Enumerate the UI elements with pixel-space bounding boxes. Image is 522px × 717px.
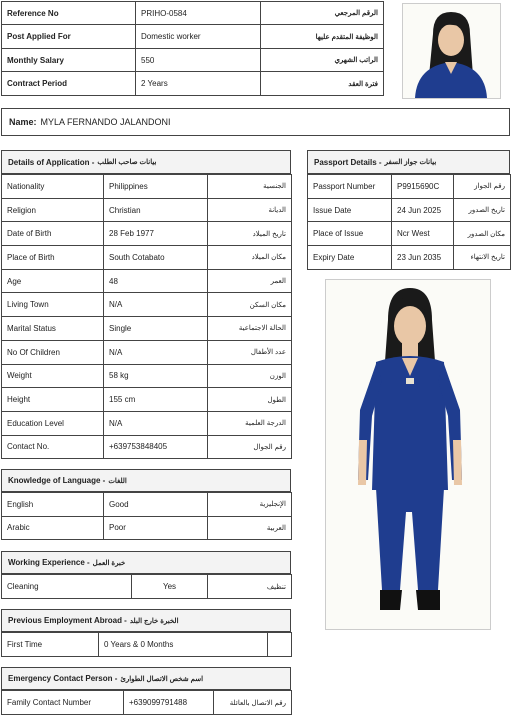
- monthly-salary-value: 550: [136, 49, 261, 72]
- row-value: 155 cm: [104, 388, 208, 412]
- application-section-title: Details of Application - بيانات صاحب الطلب: [1, 150, 291, 174]
- row-value: Good: [104, 493, 208, 517]
- row-label-ar: الديانة: [208, 198, 292, 222]
- header-table: [1, 1, 384, 96]
- emergency-label: Family Contact Number: [2, 691, 124, 715]
- row-value: Poor: [104, 516, 208, 540]
- row-value: Christian: [104, 198, 208, 222]
- row-value: N/A: [104, 340, 208, 364]
- row-label: English: [2, 493, 104, 517]
- abroad-table: [1, 632, 292, 657]
- row-value: South Cotabato: [104, 246, 208, 270]
- name-box: [1, 108, 510, 136]
- post-applied-ar: الوظيفة المتقدم عليها: [261, 25, 384, 49]
- name-label: Name:: [9, 117, 37, 127]
- row-label: Education Level: [2, 411, 104, 435]
- contract-period-value: 2 Years: [136, 72, 261, 96]
- table-row: [2, 364, 292, 388]
- abroad-value: 0 Years & 0 Months: [99, 633, 268, 657]
- row-label-ar: الدرجة العلمية: [208, 411, 292, 435]
- portrait-figure: [403, 4, 500, 98]
- emergency-section-title: Emergency Contact Person - اسم شخص الاتصال الطوارئ: [1, 667, 291, 690]
- experience-section-title: Working Experience - خبرة العمل: [1, 551, 291, 574]
- row-label: Date of Birth: [2, 222, 104, 246]
- reference-no-value: PRIHO-0584: [136, 2, 261, 25]
- abroad-empty-cell: [268, 633, 292, 657]
- passport-table: [307, 174, 511, 270]
- row-label-ar: مكان السكن: [208, 293, 292, 317]
- row-value: P9915690C: [392, 175, 454, 199]
- row-label: Expiry Date: [308, 246, 392, 270]
- table-row: [2, 246, 292, 270]
- row-value: Philippines: [104, 175, 208, 199]
- row-label-ar: تاريخ الصدور: [454, 198, 511, 222]
- table-row: [308, 246, 511, 270]
- row-value: 28 Feb 1977: [104, 222, 208, 246]
- full-body-photo: [325, 279, 491, 630]
- applicant-name: MYLA FERNANDO JALANDONI: [40, 117, 171, 127]
- row-value: Single: [104, 317, 208, 341]
- table-row: [2, 516, 292, 540]
- full-body-figure: [326, 280, 490, 629]
- row-label: Height: [2, 388, 104, 412]
- row-label-ar: العمر: [208, 269, 292, 293]
- row-label: Place of Issue: [308, 222, 392, 246]
- row-value: 23 Jun 2035: [392, 246, 454, 270]
- table-row: [2, 317, 292, 341]
- row-label-ar: مكان الميلاد: [208, 246, 292, 270]
- row-label-ar: الوزن: [208, 364, 292, 388]
- contract-period-ar: فترة العقد: [261, 72, 384, 96]
- row-label-ar: الحالة الاجتماعية: [208, 317, 292, 341]
- table-row: [2, 175, 292, 199]
- application-table: [1, 174, 292, 459]
- emergency-value: +639099791488: [124, 691, 214, 715]
- table-row: [308, 222, 511, 246]
- table-row: [308, 175, 511, 199]
- passport-section-title: Passport Details - بيانات جواز السفر: [307, 150, 510, 174]
- post-applied-value: Domestic worker: [136, 25, 261, 49]
- row-label-ar: الإنجليزية: [208, 493, 292, 517]
- abroad-section-title: Previous Employment Abroad - الخبرة خارج البلد: [1, 609, 291, 632]
- row-label: Place of Birth: [2, 246, 104, 270]
- abroad-label: First Time: [2, 633, 99, 657]
- table-row: [2, 269, 292, 293]
- table-row: [2, 435, 292, 459]
- row-label-ar: رقم الجواز: [454, 175, 511, 199]
- experience-label: Cleaning: [2, 575, 132, 599]
- row-value: 58 kg: [104, 364, 208, 388]
- row-label-ar: رقم الجوال: [208, 435, 292, 459]
- portrait-photo: [402, 3, 501, 99]
- row-label: Age: [2, 269, 104, 293]
- table-row: [2, 493, 292, 517]
- row-label: Nationality: [2, 175, 104, 199]
- row-label: Living Town: [2, 293, 104, 317]
- emergency-ar: رقم الاتصال بالعائلة: [214, 691, 292, 715]
- table-row: [2, 293, 292, 317]
- monthly-salary-ar: الراتب الشهري: [261, 49, 384, 72]
- contract-period-label: Contract Period: [2, 72, 136, 96]
- language-section-title: Knowledge of Language - اللغات: [1, 469, 291, 492]
- row-label-ar: مكان الصدور: [454, 222, 511, 246]
- row-label: Weight: [2, 364, 104, 388]
- row-value: N/A: [104, 293, 208, 317]
- table-row: [2, 388, 292, 412]
- row-label: Issue Date: [308, 198, 392, 222]
- table-row: [2, 411, 292, 435]
- row-label-ar: عدد الأطفال: [208, 340, 292, 364]
- row-value: Ncr West: [392, 222, 454, 246]
- experience-table: [1, 574, 292, 599]
- language-table: [1, 492, 292, 540]
- row-label: Passport Number: [308, 175, 392, 199]
- row-value: 24 Jun 2025: [392, 198, 454, 222]
- table-row: [308, 198, 511, 222]
- row-label-ar: الجنسية: [208, 175, 292, 199]
- row-label: Arabic: [2, 516, 104, 540]
- experience-ar: تنظيف: [208, 575, 292, 599]
- monthly-salary-label: Monthly Salary: [2, 49, 136, 72]
- reference-no-label: Reference No: [2, 2, 136, 25]
- row-label: Marital Status: [2, 317, 104, 341]
- row-label-ar: العربية: [208, 516, 292, 540]
- row-value: N/A: [104, 411, 208, 435]
- reference-no-ar: الرقم المرجعي: [261, 2, 384, 25]
- row-label-ar: الطول: [208, 388, 292, 412]
- row-label: Contact No.: [2, 435, 104, 459]
- table-row: [2, 198, 292, 222]
- row-label: Religion: [2, 198, 104, 222]
- experience-value: Yes: [132, 575, 208, 599]
- post-applied-label: Post Applied For: [2, 25, 136, 49]
- row-value: 48: [104, 269, 208, 293]
- emergency-table: [1, 690, 292, 715]
- table-row: [2, 340, 292, 364]
- table-row: [2, 222, 292, 246]
- row-label-ar: تاريخ الميلاد: [208, 222, 292, 246]
- row-value: +639753848405: [104, 435, 208, 459]
- row-label: No Of Children: [2, 340, 104, 364]
- row-label-ar: تاريخ الانتهاء: [454, 246, 511, 270]
